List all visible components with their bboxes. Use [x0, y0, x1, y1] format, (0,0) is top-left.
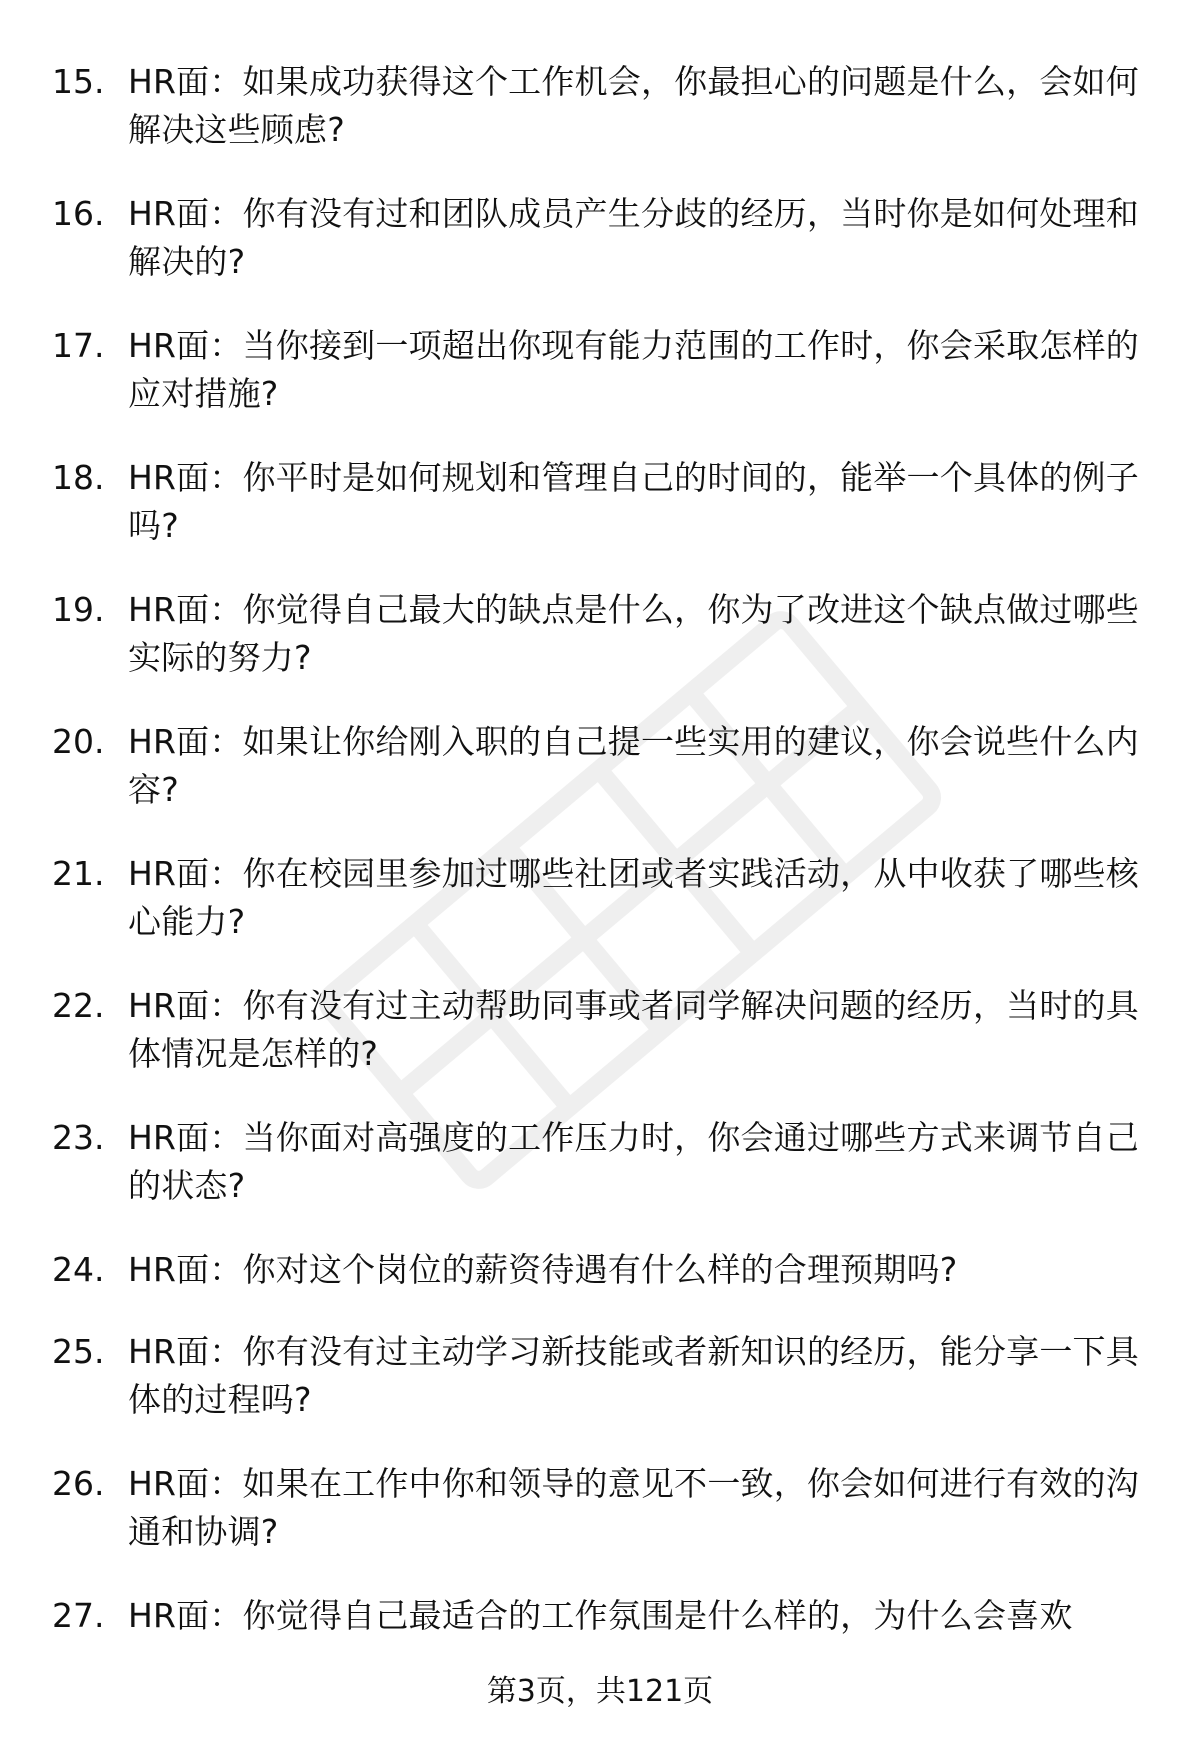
question-item — [0, 1328, 1200, 1428]
question-number: 26. — [52, 1464, 105, 1503]
question-text: HR面：当你接到一项超出你现有能力范围的工作时，你会采取怎样的应对措施? — [128, 326, 1139, 413]
question-item — [0, 1460, 1200, 1560]
question-text: HR面：你有没有过主动帮助同事或者同学解决问题的经历，当时的具体情况是怎样的? — [128, 986, 1139, 1073]
question-item — [0, 982, 1200, 1082]
question-number: 20. — [52, 722, 105, 761]
question-text: HR面：你有没有过和团队成员产生分歧的经历，当时你是如何处理和解决的? — [128, 194, 1139, 281]
question-item — [0, 1114, 1200, 1214]
question-number: 27. — [52, 1596, 105, 1635]
question-item — [0, 718, 1200, 818]
question-text: HR面：你在校园里参加过哪些社团或者实践活动，从中收获了哪些核心能力? — [128, 854, 1139, 941]
question-number: 15. — [52, 62, 105, 101]
question-text: HR面：如果成功获得这个工作机会，你最担心的问题是什么，会如何解决这些顾虑? — [128, 62, 1139, 149]
page-footer: 第3页，共121页 — [486, 1674, 714, 1709]
question-item — [0, 190, 1200, 290]
question-item — [0, 322, 1200, 422]
question-item — [0, 58, 1200, 158]
question-number: 25. — [52, 1332, 105, 1371]
question-text: HR面：你对这个岗位的薪资待遇有什么样的合理预期吗? — [128, 1250, 958, 1289]
question-number: 16. — [52, 194, 105, 233]
question-number: 23. — [52, 1118, 105, 1157]
question-item — [0, 586, 1200, 686]
question-item — [0, 850, 1200, 950]
question-item — [0, 1592, 1200, 1642]
question-number: 17. — [52, 326, 105, 365]
question-text: HR面：如果让你给刚入职的自己提一些实用的建议，你会说些什么内容? — [128, 722, 1139, 809]
question-item — [0, 1246, 1200, 1296]
question-number: 24. — [52, 1250, 105, 1289]
question-text: HR面：当你面对高强度的工作压力时，你会通过哪些方式来调节自己的状态? — [128, 1118, 1139, 1205]
question-text: HR面：你平时是如何规划和管理自己的时间的，能举一个具体的例子吗? — [128, 458, 1139, 545]
question-text: HR面：如果在工作中你和领导的意见不一致，你会如何进行有效的沟通和协调? — [128, 1464, 1139, 1551]
question-text: HR面：你觉得自己最大的缺点是什么，你为了改进这个缺点做过哪些实际的努力? — [128, 590, 1139, 677]
question-text: HR面：你有没有过主动学习新技能或者新知识的经历，能分享一下具体的过程吗? — [128, 1332, 1139, 1419]
question-number: 18. — [52, 458, 105, 497]
question-number: 19. — [52, 590, 105, 629]
question-number: 21. — [52, 854, 105, 893]
question-item — [0, 454, 1200, 554]
question-number: 22. — [52, 986, 105, 1025]
question-list — [0, 58, 1200, 1674]
question-text: HR面：你觉得自己最适合的工作氛围是什么样的，为什么会喜欢 — [128, 1596, 1073, 1635]
